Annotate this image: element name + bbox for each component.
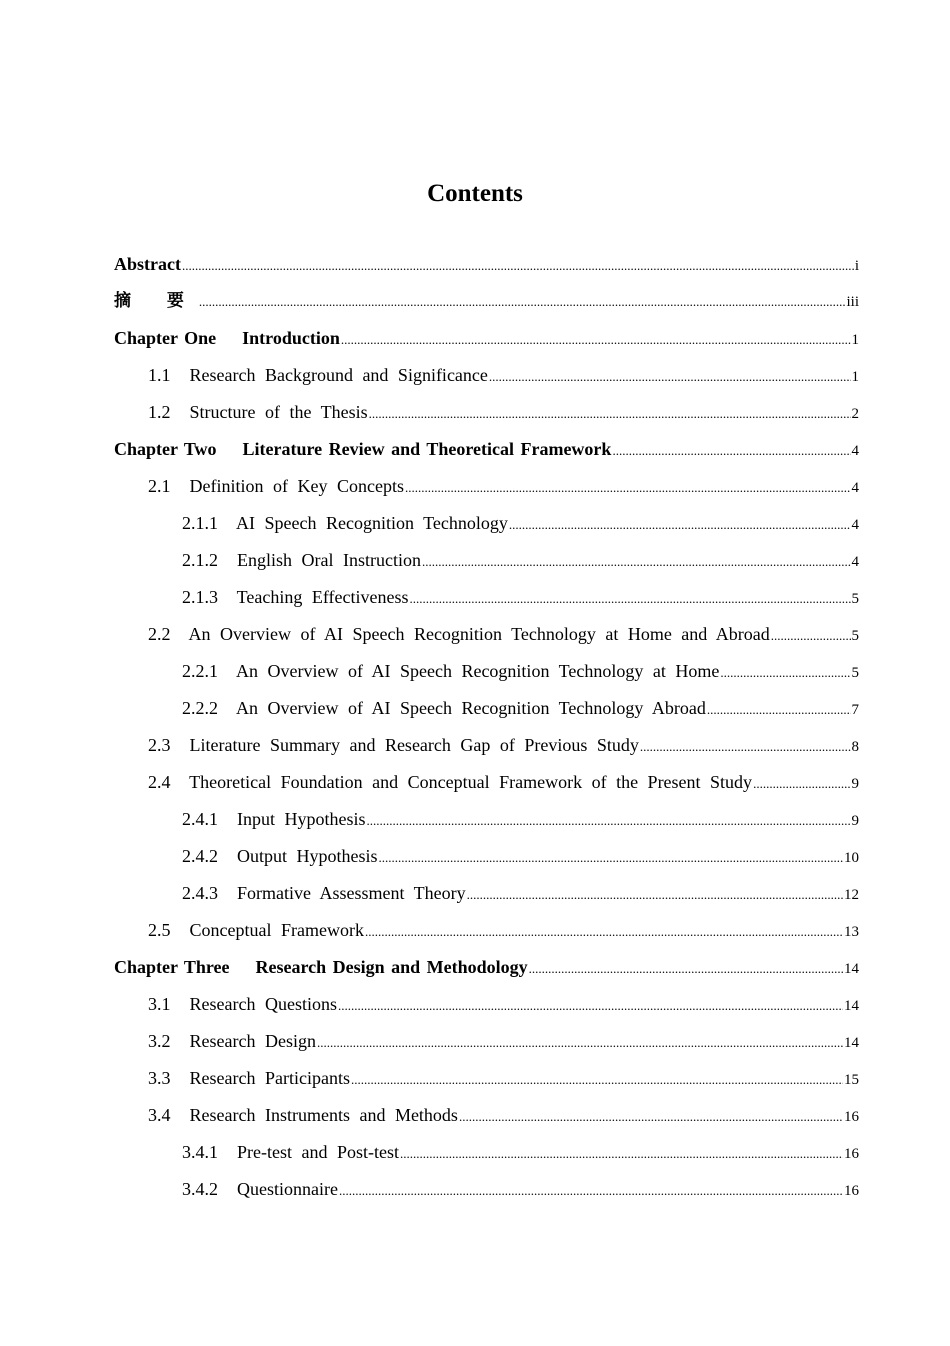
toc-page-number: 4: [851, 480, 859, 496]
toc-page-number: 9: [851, 776, 859, 792]
toc-entry-text: Chapter One Introduction: [114, 328, 340, 348]
dot-leader: [367, 802, 851, 839]
toc-entry-2-2-2[interactable]: [114, 690, 859, 727]
toc-page-number: 10: [844, 850, 859, 866]
toc-page-number: 4: [851, 554, 859, 570]
toc-entry-2-3[interactable]: [114, 727, 859, 764]
toc-entry-text: Abstract: [114, 254, 181, 274]
toc-entry-text: 3.1 Research Questions: [148, 994, 337, 1014]
toc-entry-text: 2.2 An Overview of AI Speech Recognition Technology at Home and Abroad: [148, 624, 770, 644]
toc-entry-text: 1.1 Research Background and Significance: [148, 365, 488, 385]
toc-entry-2-5[interactable]: [114, 912, 859, 949]
dot-leader: [410, 580, 851, 617]
toc-entry-text: 2.5 Conceptual Framework: [148, 920, 364, 940]
dot-leader: [509, 506, 851, 543]
toc-page-number: i: [854, 258, 859, 274]
toc-entry-2-2[interactable]: [114, 616, 859, 653]
dot-leader: [400, 1135, 843, 1172]
dot-leader: [341, 321, 851, 358]
toc-entry-1-1[interactable]: [114, 357, 859, 394]
dot-leader: [182, 247, 854, 284]
toc-page-number: 9: [851, 813, 859, 829]
toc-page-number: 1: [851, 332, 859, 348]
toc-entry-2-4-2[interactable]: [114, 838, 859, 875]
toc-page-number: 12: [844, 887, 859, 903]
toc-entry-text: 2.1.1 AI Speech Recognition Technology: [182, 513, 508, 533]
toc-page-number: 4: [851, 517, 859, 533]
toc-page-number: 16: [844, 1109, 859, 1125]
toc-entry-text: 1.2 Structure of the Thesis: [148, 402, 368, 422]
dot-leader: [317, 1024, 843, 1061]
dot-leader: [338, 987, 843, 1024]
dot-leader: [422, 543, 851, 580]
toc-entry-chinese-abstract[interactable]: [114, 283, 859, 320]
toc-entry-text: 2.2.1 An Overview of AI Speech Recognition Technology at Home: [182, 661, 720, 681]
dot-leader: [612, 432, 850, 469]
toc-entry-2-1-1[interactable]: [114, 505, 859, 542]
toc-page-number: 13: [844, 924, 859, 940]
toc-entry-text: 3.4 Research Instruments and Methods: [148, 1105, 458, 1125]
toc-entry-3-2[interactable]: [114, 1023, 859, 1060]
toc-entry-2-4-3[interactable]: [114, 875, 859, 912]
toc-page-number: 5: [851, 665, 859, 681]
toc-entry-text: 2.3 Literature Summary and Research Gap of Previous Study: [148, 735, 639, 755]
dot-leader: [640, 728, 851, 765]
toc-entry-text: 2.4.1 Input Hypothesis: [182, 809, 366, 829]
toc-entry-3-1[interactable]: [114, 986, 859, 1023]
dot-leader: [339, 1172, 843, 1209]
dot-leader: [459, 1098, 843, 1135]
toc-entry-text: Chapter Two Literature Review and Theoretical Framework: [114, 439, 612, 459]
dot-leader: [529, 950, 843, 987]
toc-entry-3-4-2[interactable]: [114, 1171, 859, 1208]
toc-entry-text: 3.4.1 Pre-test and Post-test: [182, 1142, 399, 1162]
toc-entry-chapter-two[interactable]: [114, 431, 859, 468]
dot-leader: [720, 654, 850, 691]
dot-leader: [351, 1061, 843, 1098]
table-of-contents: [114, 246, 859, 1208]
dot-leader: [467, 876, 843, 913]
toc-entry-2-4[interactable]: [114, 764, 859, 801]
toc-entry-text: 3.4.2 Questionnaire: [182, 1179, 338, 1199]
toc-page-number: 1: [851, 369, 859, 385]
toc-entry-text: Chapter Three Research Design and Methodology: [114, 957, 528, 977]
toc-entry-1-2[interactable]: [114, 394, 859, 431]
toc-page-number: iii: [846, 294, 859, 310]
toc-page-number: 5: [851, 591, 859, 607]
toc-page-number: 4: [851, 443, 859, 459]
toc-page-number: 2: [851, 406, 859, 422]
toc-entry-text: 2.4 Theoretical Foundation and Conceptual Framework of the Present Study: [148, 772, 753, 792]
toc-entry-text: 2.1 Definition of Key Concepts: [148, 476, 404, 496]
toc-entry-text: 2.4.3 Formative Assessment Theory: [182, 883, 466, 903]
toc-page-number: 5: [851, 628, 859, 644]
toc-page-number: 14: [844, 1035, 859, 1051]
dot-leader: [489, 358, 851, 395]
page-title: Contents: [427, 180, 523, 207]
dot-leader: [771, 617, 851, 654]
dot-leader: [199, 283, 846, 320]
toc-entry-text: 2.2.2 An Overview of AI Speech Recognition Technology Abroad: [182, 698, 706, 718]
toc-entry-text: 3.3 Research Participants: [148, 1068, 350, 1088]
toc-entry-2-1[interactable]: [114, 468, 859, 505]
toc-entry-chapter-one[interactable]: [114, 320, 859, 357]
dot-leader: [379, 839, 843, 876]
toc-entry-3-4-1[interactable]: [114, 1134, 859, 1171]
toc-entry-3-3[interactable]: [114, 1060, 859, 1097]
toc-page-number: 16: [844, 1183, 859, 1199]
toc-page-number: 14: [844, 961, 859, 977]
toc-page-number: 16: [844, 1146, 859, 1162]
dot-leader: [707, 691, 851, 728]
toc-entry-text: 2.1.2 English Oral Instruction: [182, 550, 421, 570]
toc-entry-3-4[interactable]: [114, 1097, 859, 1134]
dot-leader: [405, 469, 851, 506]
toc-entry-text: 2.4.2 Output Hypothesis: [182, 846, 378, 866]
toc-entry-2-4-1[interactable]: [114, 801, 859, 838]
toc-entry-abstract[interactable]: [114, 246, 859, 283]
toc-entry-2-2-1[interactable]: [114, 653, 859, 690]
dot-leader: [753, 765, 850, 802]
toc-entry-text: 3.2 Research Design: [148, 1031, 316, 1051]
dot-leader: [365, 913, 843, 950]
toc-page-number: 15: [844, 1072, 859, 1088]
toc-entry-chapter-three[interactable]: [114, 949, 859, 986]
dot-leader: [369, 395, 851, 432]
toc-page-number: 8: [851, 739, 859, 755]
toc-entry-2-1-3[interactable]: [114, 579, 859, 616]
toc-entry-text: 摘 要: [114, 291, 198, 311]
toc-page-number: 7: [851, 702, 859, 718]
toc-entry-2-1-2[interactable]: [114, 542, 859, 579]
toc-entry-text: 2.1.3 Teaching Effectiveness: [182, 587, 409, 607]
toc-page-number: 14: [844, 998, 859, 1014]
